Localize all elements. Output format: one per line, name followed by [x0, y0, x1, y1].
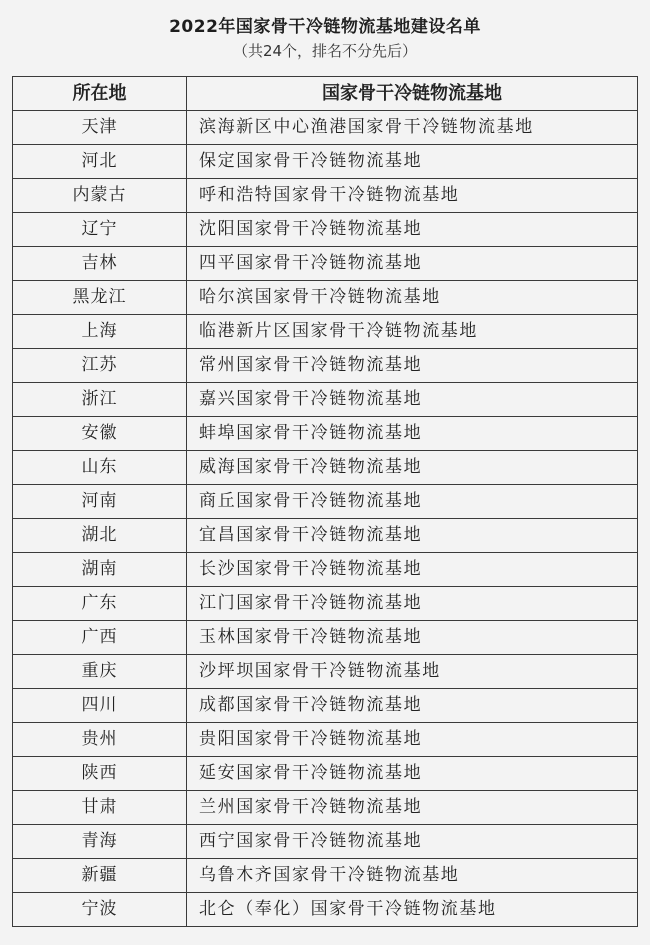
table-row [13, 349, 638, 383]
cell-base-name: 贵阳国家骨干冷链物流基地 [187, 723, 638, 757]
table-row [13, 383, 638, 417]
table-row [13, 281, 638, 315]
cell-location: 黑龙江 [13, 281, 187, 315]
table-row [13, 587, 638, 621]
cell-base-name: 乌鲁木齐国家骨干冷链物流基地 [187, 859, 638, 893]
cell-location: 河南 [13, 485, 187, 519]
cell-base-name: 成都国家骨干冷链物流基地 [187, 689, 638, 723]
cell-location: 上海 [13, 315, 187, 349]
cell-location: 青海 [13, 825, 187, 859]
table-row [13, 621, 638, 655]
table-row [13, 315, 638, 349]
cell-location: 四川 [13, 689, 187, 723]
cell-base-name: 四平国家骨干冷链物流基地 [187, 247, 638, 281]
table-row [13, 553, 638, 587]
cell-location: 陕西 [13, 757, 187, 791]
base-list-table [12, 76, 638, 927]
cell-base-name: 商丘国家骨干冷链物流基地 [187, 485, 638, 519]
cell-location: 贵州 [13, 723, 187, 757]
table-row [13, 893, 638, 927]
cell-base-name: 蚌埠国家骨干冷链物流基地 [187, 417, 638, 451]
table-row [13, 519, 638, 553]
table-row [13, 859, 638, 893]
cell-location: 内蒙古 [13, 179, 187, 213]
cell-location: 宁波 [13, 893, 187, 927]
cell-location: 广西 [13, 621, 187, 655]
cell-base-name: 呼和浩特国家骨干冷链物流基地 [187, 179, 638, 213]
cell-location: 湖南 [13, 553, 187, 587]
cell-base-name: 北仑（奉化）国家骨干冷链物流基地 [187, 893, 638, 927]
cell-base-name: 延安国家骨干冷链物流基地 [187, 757, 638, 791]
cell-location: 安徽 [13, 417, 187, 451]
cell-base-name: 沙坪坝国家骨干冷链物流基地 [187, 655, 638, 689]
cell-base-name: 保定国家骨干冷链物流基地 [187, 145, 638, 179]
table-row [13, 247, 638, 281]
table-row [13, 791, 638, 825]
table-row [13, 179, 638, 213]
table-row [13, 111, 638, 145]
cell-location: 天津 [13, 111, 187, 145]
cell-base-name: 兰州国家骨干冷链物流基地 [187, 791, 638, 825]
cell-base-name: 滨海新区中心渔港国家骨干冷链物流基地 [187, 111, 638, 145]
table-row [13, 485, 638, 519]
cell-base-name: 宜昌国家骨干冷链物流基地 [187, 519, 638, 553]
cell-base-name: 嘉兴国家骨干冷链物流基地 [187, 383, 638, 417]
page-title: 2022年国家骨干冷链物流基地建设名单 [169, 17, 481, 37]
cell-location: 辽宁 [13, 213, 187, 247]
cell-location: 河北 [13, 145, 187, 179]
cell-location: 江苏 [13, 349, 187, 383]
page-subtitle: （共24个，排名不分先后） [232, 42, 418, 60]
cell-base-name: 玉林国家骨干冷链物流基地 [187, 621, 638, 655]
cell-base-name: 常州国家骨干冷链物流基地 [187, 349, 638, 383]
table-row [13, 757, 638, 791]
table-row [13, 825, 638, 859]
cell-location: 吉林 [13, 247, 187, 281]
cell-base-name: 沈阳国家骨干冷链物流基地 [187, 213, 638, 247]
table-row [13, 451, 638, 485]
cell-base-name: 西宁国家骨干冷链物流基地 [187, 825, 638, 859]
cell-base-name: 临港新片区国家骨干冷链物流基地 [187, 315, 638, 349]
cell-base-name: 江门国家骨干冷链物流基地 [187, 587, 638, 621]
cell-location: 广东 [13, 587, 187, 621]
cell-base-name: 哈尔滨国家骨干冷链物流基地 [187, 281, 638, 315]
table-row [13, 213, 638, 247]
cell-base-name: 威海国家骨干冷链物流基地 [187, 451, 638, 485]
header-location: 所在地 [13, 77, 187, 111]
cell-base-name: 长沙国家骨干冷链物流基地 [187, 553, 638, 587]
table-row [13, 655, 638, 689]
table-row [13, 417, 638, 451]
cell-location: 重庆 [13, 655, 187, 689]
table-header-row [13, 77, 638, 111]
table-body [13, 111, 638, 927]
cell-location: 甘肃 [13, 791, 187, 825]
cell-location: 湖北 [13, 519, 187, 553]
table-row [13, 723, 638, 757]
table-row [13, 689, 638, 723]
cell-location: 浙江 [13, 383, 187, 417]
cell-location: 新疆 [13, 859, 187, 893]
cell-location: 山东 [13, 451, 187, 485]
table-row [13, 145, 638, 179]
header-base: 国家骨干冷链物流基地 [187, 77, 638, 111]
